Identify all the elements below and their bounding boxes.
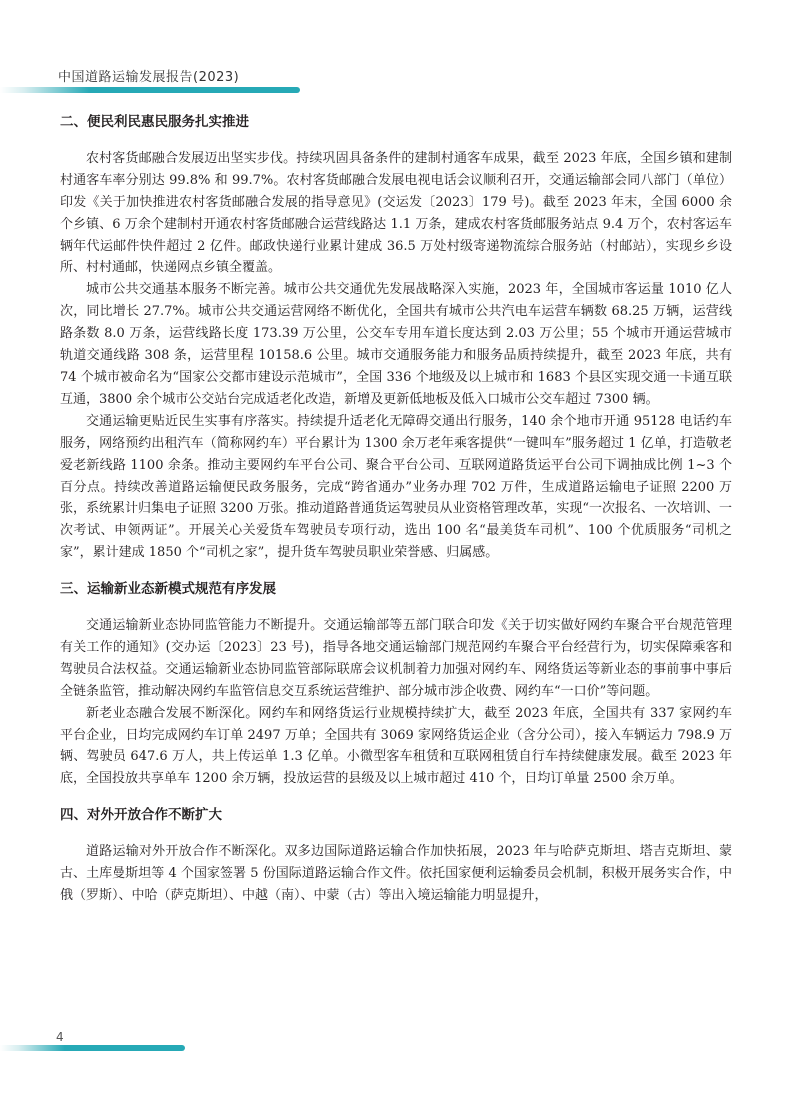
page-number: 4: [56, 1030, 64, 1044]
section-4: [60, 805, 732, 907]
paragraph: 农村客货邮融合发展迈出坚实步伐。持续巩固具备条件的建制村通客车成果，截至 2023 年底，全国乡镇和建制村通客车率分别达 99.8% 和 99.7%。农村客货邮融合发展电视电话会议顺利召开，交通运输部会同八部门（单位）印发《关于加快推进农村客货邮融合发展的指导意见》(交运发〔2023〕179 号)。截至 2023 年末，全国 6000 余个乡镇、6 万余个建制村开通农村客货邮融合运营线路达 1.1 万条，建成农村客货邮服务站点 9.4 万个，农村客运车辆年代运邮件快件超过 2 亿件。邮政快递行业累计建成 36.5 万处村级寄递物流综合服务站（村邮站），实现乡乡设所、村村通邮，快递网点乡镇全覆盖。: [60, 150, 732, 276]
paragraph: 道路运输对外开放合作不断深化。双多边国际道路运输合作加快拓展，2023 年与哈萨克斯坦、塔吉克斯坦、蒙古、土库曼斯坦等 4 个国家签署 5 份国际道路运输合作文件。依托国家便利运输委员会机制，积极开展务实合作，中俄（罗斯）、中哈（萨克斯坦）、中越（南）、中蒙（古）等出入境运输能力明显提升，: [60, 844, 732, 903]
page-body: [60, 112, 732, 922]
section-heading: 三、运输新业态新模式规范有序发展: [60, 581, 276, 598]
section-2: [60, 112, 732, 564]
paragraph: 城市公共交通基本服务不断完善。城市公共交通优先发展战略深入实施，2023 年，全国城市客运量 1010 亿人次，同比增长 27.7%。城市公共交通运营网络不断优化，全国共有城市公共汽电车运营车辆数 68.25 万辆，运营线路条数 8.0 万条，运营线路长度 173.39 万公里，公交车专用车道长度达到 2.03 万公里；55 个城市开通运营城市轨道交通线路 308 条，运营里程 10158.6 公里。城市交通服务能力和服务品质持续提升，截至 2023 年底，共有 74 个城市被命名为“国家公交都市建设示范城市”，全国 336 个地级及以上城市和 1683 个县区实现交通一卡通互联互通，3800 余个城市公交站台完成适老化改造，新增及更新低地板及低入口城市公交车超过 7300 辆。: [60, 282, 732, 407]
paragraph: 交通运输新业态协同监管能力不断提升。交通运输部等五部门联合印发《关于切实做好网约车聚合平台规范管理有关工作的通知》(交办运〔2023〕23 号)，指导各地交通运输部门规范网约车聚合平台经营行为，切实保障乘客和驾驶员合法权益。交通运输新业态协同监管部际联席会议机制着力加强对网约车、网络货运等新业态的事前事中事后全链条监管，推动解决网约车监管信息交互系统运营维护、部分城市涉企收费、网约车“一口价”等问题。: [60, 618, 732, 699]
footer-accent-bar: [0, 1045, 185, 1051]
paragraph: 新老业态融合发展不断深化。网约车和网络货运行业规模持续扩大，截至 2023 年底，全国共有 337 家网约车平台企业，日均完成网约车订单 2497 万单；全国共有 3069 家网络货运企业（含分公司），接入车辆运力 798.9 万辆、驾驶员 647.6 万人，共上传运单 1.3 亿单。小微型客车租赁和互联网租赁自行车持续健康发展。截至 2023 年底，全国投放共享单车 1200 余万辆，投放运营的县级及以上城市超过 410 个，日均订单量 2500 余万单。: [60, 705, 732, 787]
section-3: [60, 579, 732, 790]
section-heading: 四、对外开放合作不断扩大: [60, 807, 222, 824]
section-heading: 二、便民利民惠民服务扎实推进: [60, 114, 249, 130]
paragraph: 交通运输更贴近民生实事有序落实。持续提升适老化无障碍交通出行服务，140 余个地市开通 95128 电话约车服务，网络预约出租汽车（简称网约车）平台累计为 1300 余万老年乘客提供“一键叫车”服务超过 1 亿单，打造敬老爱老新线路 1100 余条。推动主要网约车平台公司、聚合平台公司、互联网道路货运平台公司下调抽成比例 1~3 个百分点。持续改善道路运输便民政务服务，完成“跨省通办”业务办理 702 万件，生成道路运输电子证照 2200 万张，系统累计归集电子证照 3200 万张。推动道路普通货运驾驶员从业资格管理改革，实现“一次报名、一次培训、一次考试、申领两证”。开展关心关爱货车驾驶员专项行动，选出 100 名“最美货车司机”、100 个优质服务“司机之家”，累计建成 1850 个“司机之家”，提升货车驾驶员职业荣誉感、归属感。: [60, 413, 732, 561]
header-accent-bar: [0, 87, 300, 93]
running-header-title: 中国道路运输发展报告(2023): [58, 70, 240, 85]
